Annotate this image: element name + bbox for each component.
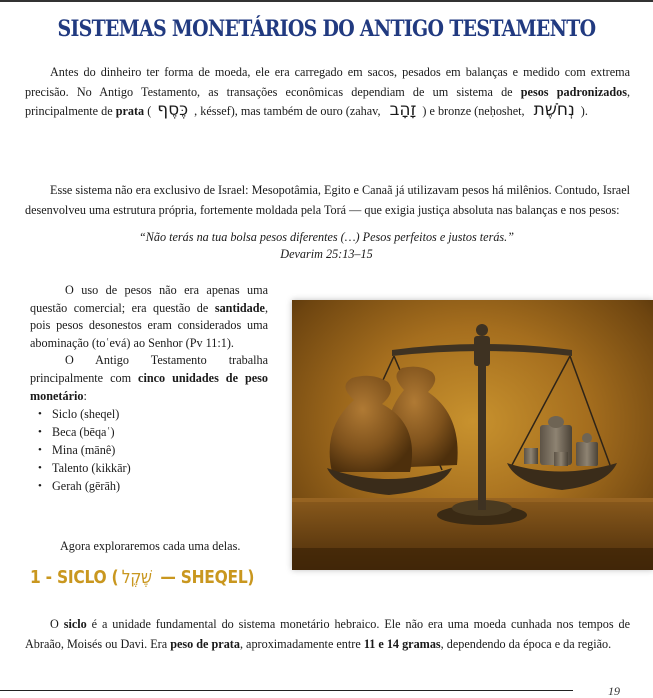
scale-icon bbox=[292, 300, 653, 570]
hebrew-word-nehoshet: נְחֹשֶׁת bbox=[533, 100, 575, 120]
page-number: 19 bbox=[608, 684, 620, 698]
text-run: : bbox=[83, 388, 87, 403]
balance-scale-illustration bbox=[292, 300, 653, 570]
scripture-quote bbox=[0, 229, 653, 263]
units-list bbox=[30, 405, 268, 495]
left-column bbox=[30, 282, 268, 495]
hebrew-word-kessef: כֶּסֶף bbox=[157, 100, 189, 120]
bold-term-prata: prata bbox=[115, 104, 145, 118]
text-run: O Antigo Testamento trabalha principalmente com bbox=[30, 353, 268, 385]
list-item: • Mina (mānê) bbox=[30, 441, 268, 459]
text-run: , dependendo da época e da região. bbox=[440, 636, 612, 651]
text-run: , pois pesos desonestos eram considerados uma abominação (toʿevá) ao Senhor (Pv 11:1). bbox=[30, 300, 268, 350]
text-run: — SHEQEL) bbox=[155, 567, 255, 588]
text-run: , késsef), mas também de ouro (zahav, bbox=[194, 104, 384, 118]
intro-paragraph-2: Esse sistema não era exclusivo de Israel: Mesopotâmia, Egito e Canaã já utilizavam pesos há milênios. Contudo, Israel desenvolveu uma estrutura própria, fortemente moldada pela Torá — que exigia justiça absoluta nas balanças e nos pesos: bbox=[25, 183, 630, 217]
bold-term-gramas: 11 e 14 gramas bbox=[363, 636, 441, 651]
list-item: • Beca (bēqaʿ) bbox=[30, 423, 268, 441]
list-item: • Gerah (gērāh) bbox=[30, 477, 268, 495]
bold-term-cinco-unidades: cinco unidades de peso monetário bbox=[30, 370, 268, 403]
closing-sentence: Agora exploraremos cada uma delas. bbox=[60, 539, 241, 553]
text-run: 1 - SICLO ( bbox=[30, 567, 119, 588]
intro-paragraph-1 bbox=[25, 63, 630, 122]
page-title: SISTEMAS MONETÁRIOS DO ANTIGO TESTAMENTO bbox=[57, 16, 596, 42]
text-run: é a unidade fundamental do sistema monetário hebraico. Ele não era uma moeda cunhada nos tempos de Abraão, Moisés ou Davi. Era bbox=[25, 617, 630, 651]
bold-term-pesos-padronizados: pesos padronizados bbox=[520, 84, 627, 99]
holiness-paragraph bbox=[30, 282, 268, 352]
quote-text: “Não terás na tua bolsa pesos diferentes (…) Pesos perfeitos e justos terás.” bbox=[139, 230, 514, 244]
list-item: • Siclo (sheqel) bbox=[30, 405, 268, 423]
list-item: • Talento (kikkār) bbox=[30, 459, 268, 477]
text-run: Antes do dinheiro ter forma de moeda, ele era carregado em sacos, pesados em balanças e medido com extrema precisão. No Antigo Testamento, as transações econômicas dependiam de um sistema de bbox=[25, 65, 630, 99]
bold-term-peso-de-prata: peso de prata bbox=[170, 636, 240, 651]
bold-term-santidade: santidade bbox=[214, 300, 265, 315]
quote-reference: Devarim 25:13–15 bbox=[280, 247, 373, 261]
section-heading-siclo bbox=[30, 568, 254, 588]
top-border-rule bbox=[0, 0, 653, 2]
bold-term-siclo: siclo bbox=[63, 617, 87, 631]
siclo-paragraph bbox=[25, 615, 630, 654]
text-run: ) e bronze (neḥoshet, bbox=[422, 104, 528, 118]
footer-rule bbox=[0, 690, 573, 691]
hebrew-word-zahav: זָהָב bbox=[389, 100, 417, 120]
text-run: , aproximadamente entre bbox=[239, 636, 364, 651]
units-intro-paragraph bbox=[30, 352, 268, 405]
text-run: ). bbox=[580, 104, 588, 118]
text-run: , principalmente de bbox=[25, 84, 630, 118]
text-run: ( bbox=[144, 104, 152, 118]
text-run: O uso de pesos não era apenas uma questão comercial; era questão de bbox=[30, 283, 268, 315]
hebrew-word-sheqel: שֶׁקֶל bbox=[121, 567, 152, 588]
text-run: O bbox=[50, 617, 64, 631]
